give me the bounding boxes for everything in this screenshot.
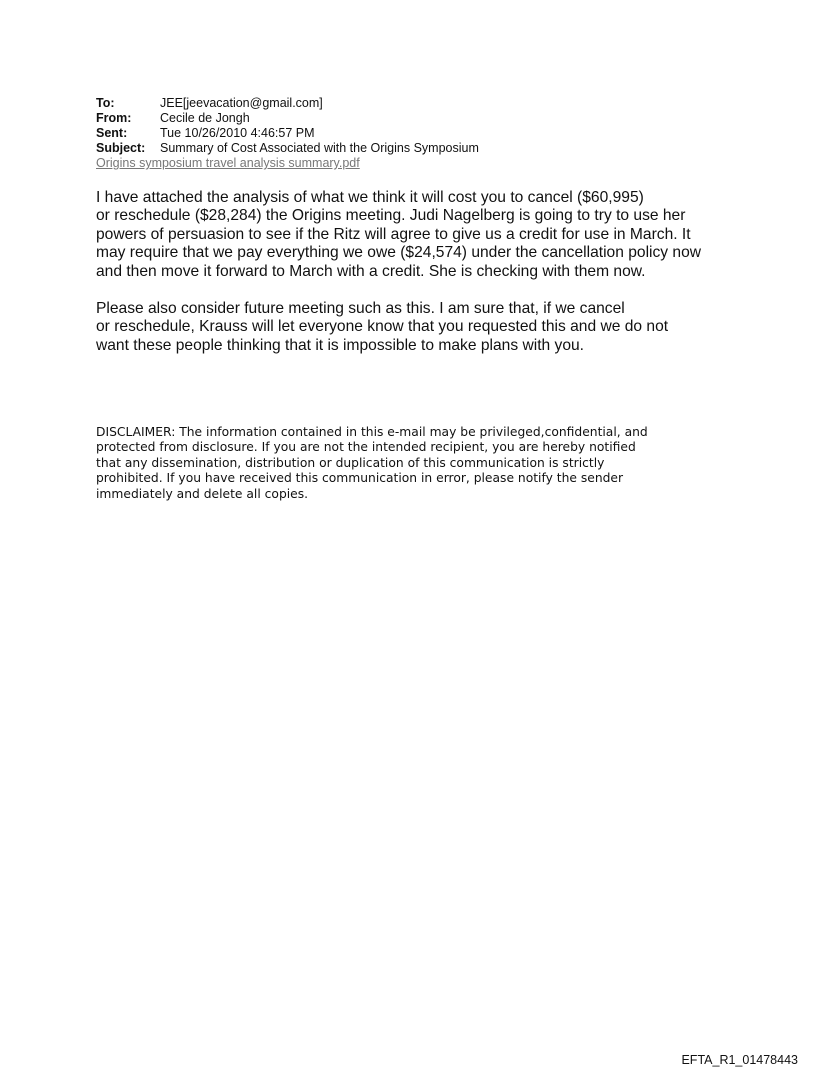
from-value: Cecile de Jongh bbox=[160, 111, 250, 125]
body-line: want these people thinking that it is impossible to make plans with you. bbox=[96, 336, 585, 354]
body-line: and then move it forward to March with a credit. She is checking with them now. bbox=[96, 262, 646, 280]
document-id: EFTA_R1_01478443 bbox=[681, 1053, 798, 1067]
to-value: JEE[jeevacation@gmail.com] bbox=[160, 96, 323, 110]
body-paragraph-2 bbox=[96, 300, 736, 355]
disclaimer-line: protected from disclosure. If you are not the intended recipient, you are hereby notified bbox=[96, 440, 636, 455]
subject-label: Subject: bbox=[96, 141, 146, 155]
subject-row bbox=[96, 141, 479, 156]
body-line: I have attached the analysis of what we think it will cost you to cancel ($60,995) bbox=[96, 189, 644, 206]
to-row bbox=[96, 96, 479, 111]
disclaimer bbox=[96, 425, 736, 502]
from-label: From: bbox=[96, 111, 132, 125]
attachment-row bbox=[96, 156, 479, 171]
body-paragraph-1 bbox=[96, 189, 736, 281]
body-line: powers of persuasion to see if the Ritz will agree to give us a credit for use in March. It bbox=[96, 225, 691, 243]
body-line: or reschedule, Krauss will let everyone know that you requested this and we do not bbox=[96, 318, 669, 336]
email-header bbox=[96, 96, 479, 171]
body-line: may require that we pay everything we owe ($24,574) under the cancellation policy now bbox=[96, 244, 702, 262]
body-line: Please also consider future meeting such as this. I am sure that, if we cancel bbox=[96, 300, 625, 317]
sent-value: Tue 10/26/2010 4:46:57 PM bbox=[160, 126, 315, 140]
sent-row bbox=[96, 126, 479, 141]
attachment-link[interactable]: Origins symposium travel analysis summary.pdf bbox=[96, 156, 360, 170]
disclaimer-line: DISCLAIMER: The information contained in this e-mail may be privileged,confidential, and bbox=[96, 425, 648, 439]
from-row bbox=[96, 111, 479, 126]
body-line: or reschedule ($28,284) the Origins meeting. Judi Nagelberg is going to try to use her bbox=[96, 207, 686, 225]
disclaimer-line: prohibited. If you have received this communication in error, please notify the sender bbox=[96, 471, 624, 486]
disclaimer-line: immediately and delete all copies. bbox=[96, 486, 309, 501]
subject-value: Summary of Cost Associated with the Origins Symposium bbox=[160, 141, 479, 155]
sent-label: Sent: bbox=[96, 126, 128, 140]
to-label: To: bbox=[96, 96, 115, 110]
disclaimer-line: that any dissemination, distribution or duplication of this communication is strictly bbox=[96, 455, 605, 470]
